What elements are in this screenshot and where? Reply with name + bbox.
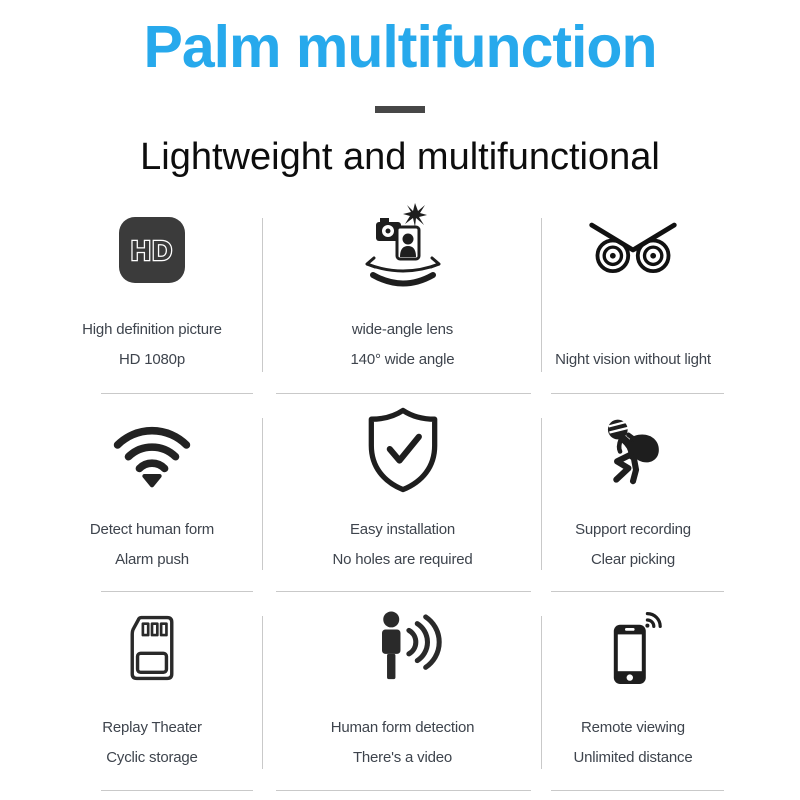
features-grid	[41, 194, 724, 791]
page-title: Palm multifunction	[143, 14, 657, 80]
page-subtitle: Lightweight and multifunctional	[140, 135, 660, 178]
wide-angle-lens-icon	[353, 202, 453, 298]
feature-line2: No holes are required	[332, 551, 473, 569]
feature-card-night-vision	[542, 194, 724, 394]
feature-card-alarm-push	[41, 394, 263, 592]
feature-line2: Night vision without light	[555, 351, 711, 369]
feature-line1: Replay Theater	[102, 719, 202, 737]
feature-line2: 140° wide angle	[350, 351, 455, 369]
feature-line1: Detect human form	[89, 521, 215, 539]
hd-badge-letters: HD	[130, 235, 174, 267]
feature-card-human-detection	[263, 592, 542, 791]
human-detection-icon	[361, 600, 445, 696]
feature-line2: Clear picking	[590, 551, 676, 569]
feature-card-remote-viewing	[542, 592, 724, 791]
feature-card-hd	[41, 194, 263, 394]
feature-card-easy-install	[263, 394, 542, 592]
feature-line2: Unlimited distance	[573, 749, 693, 767]
feature-line1: wide-angle lens	[351, 321, 454, 339]
wifi-icon	[110, 402, 194, 498]
shield-check-icon	[359, 402, 447, 498]
feature-line2: HD 1080p	[119, 351, 185, 369]
burglar-icon	[595, 402, 671, 498]
feature-line1: Remote viewing	[581, 719, 685, 737]
feature-line2: Alarm push	[115, 551, 189, 569]
night-vision-owl-icon	[585, 202, 681, 298]
smartphone-wireless-icon	[593, 600, 673, 696]
feature-line1: Easy installation	[350, 521, 455, 539]
feature-line1	[555, 315, 711, 345]
feature-card-recording	[542, 394, 724, 592]
feature-line1: High definition picture	[82, 321, 222, 339]
feature-card-wide-angle	[263, 194, 542, 394]
sd-card-icon	[114, 600, 190, 696]
feature-line2: Cyclic storage	[106, 749, 198, 767]
feature-card-storage	[41, 592, 263, 791]
feature-line2: There's a video	[352, 749, 453, 767]
title-divider-dash	[375, 106, 425, 113]
feature-line1: Human form detection	[330, 719, 475, 737]
hd-badge-icon	[119, 202, 185, 298]
feature-line1: Support recording	[575, 521, 691, 539]
